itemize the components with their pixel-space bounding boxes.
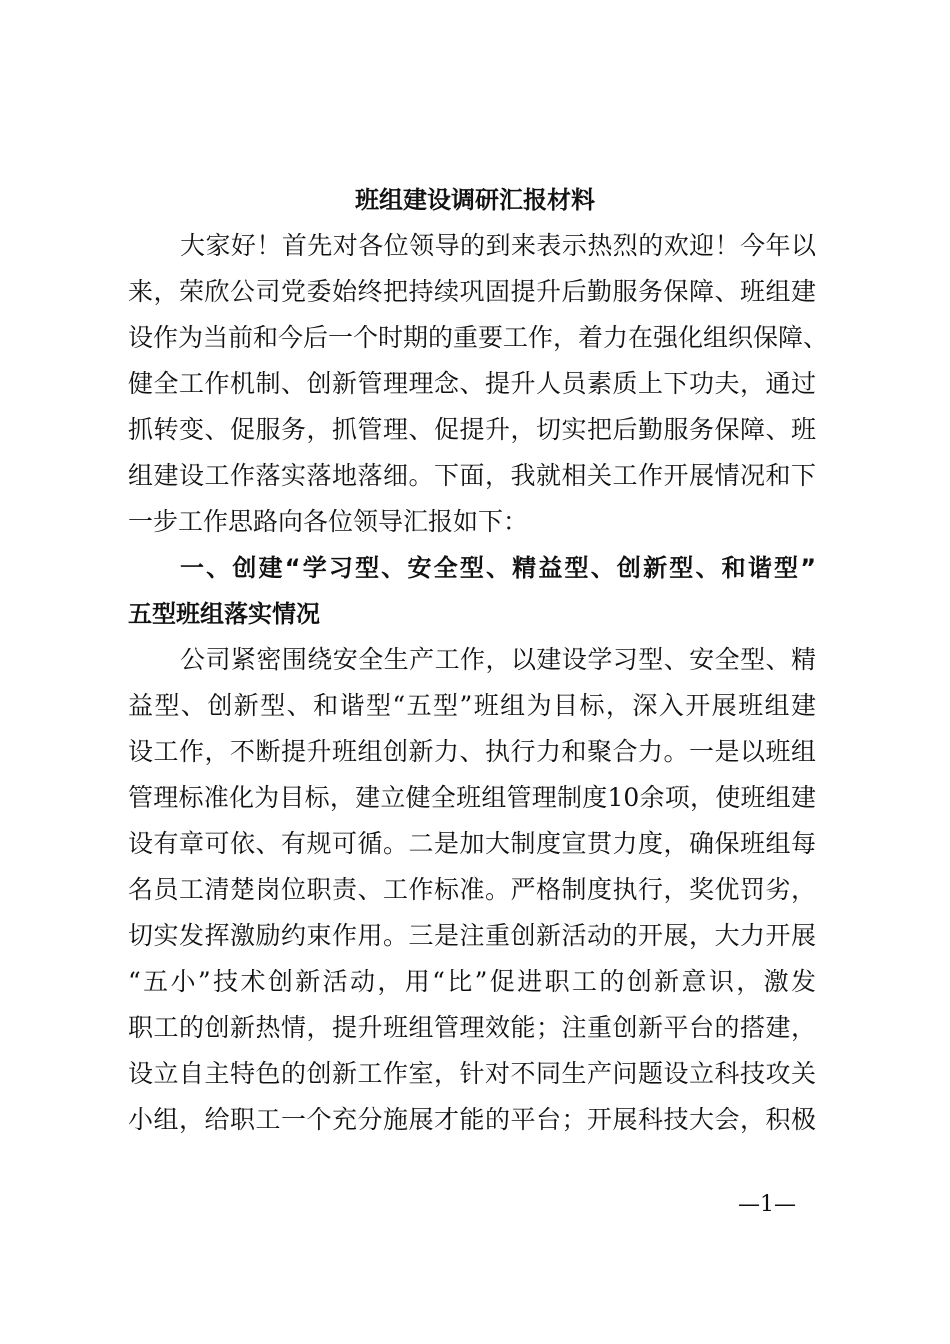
page-number: —1— [738, 1192, 796, 1217]
paragraph-line: 大家好！首先对各位领导的到来表示热烈的欢迎！今年以 [180, 231, 816, 260]
paragraph-line: 小组，给职工一个充分施展才能的平台；开展科技大会，积极 [128, 1105, 816, 1134]
paragraph-line: 健全工作机制、创新管理理念、提升人员素质上下功夫，通过 [128, 369, 816, 398]
paragraph-line: 公司紧密围绕安全生产工作，以建设学习型、安全型、精 [180, 645, 816, 674]
heading-line: 一、创建“学习型、安全型、精益型、创新型、和谐型” [180, 554, 816, 582]
paragraph-line: 一步工作思路向各位领导汇报如下： [128, 507, 529, 536]
paragraph-line: 职工的创新热情，提升班组管理效能；注重创新平台的搭建， [128, 1013, 816, 1042]
paragraph-line: 切实发挥激励约束作用。三是注重创新活动的开展，大力开展 [128, 921, 816, 950]
document-title: 班组建设调研汇报材料 [355, 185, 595, 214]
body-paragraph [128, 637, 816, 1143]
paragraph-line: 设立自主特色的创新工作室，针对不同生产问题设立科技攻关 [128, 1059, 816, 1088]
paragraph-line: 来，荣欣公司党委始终把持续巩固提升后勤服务保障、班组建 [128, 277, 816, 306]
paragraph-line: 设有章可依、有规可循。二是加大制度宣贯力度，确保班组每 [128, 829, 816, 858]
paragraph-line: 益型、创新型、和谐型“五型”班组为目标，深入开展班组建 [128, 691, 816, 720]
paragraph-line: “五小”技术创新活动，用“比”促进职工的创新意识，激发 [128, 967, 816, 996]
section-heading [128, 545, 816, 637]
paragraph-line: 名员工清楚岗位职责、工作标准。严格制度执行，奖优罚劣， [128, 875, 816, 904]
paragraph-line: 管理标准化为目标，建立健全班组管理制度10余项，使班组建 [128, 783, 816, 812]
paragraph-line: 抓转变、促服务，抓管理、促提升，切实把后勤服务保障、班 [128, 415, 816, 444]
intro-paragraph [128, 223, 829, 545]
paragraph-line: 设工作，不断提升班组创新力、执行力和聚合力。一是以班组 [128, 737, 816, 766]
paragraph-line: 组建设工作落实落地落细。下面，我就相关工作开展情况和下 [128, 461, 816, 490]
paragraph-line: 设作为当前和今后一个时期的重要工作，着力在强化组织保障、 [128, 323, 829, 352]
heading-line: 五型班组落实情况 [128, 600, 320, 628]
